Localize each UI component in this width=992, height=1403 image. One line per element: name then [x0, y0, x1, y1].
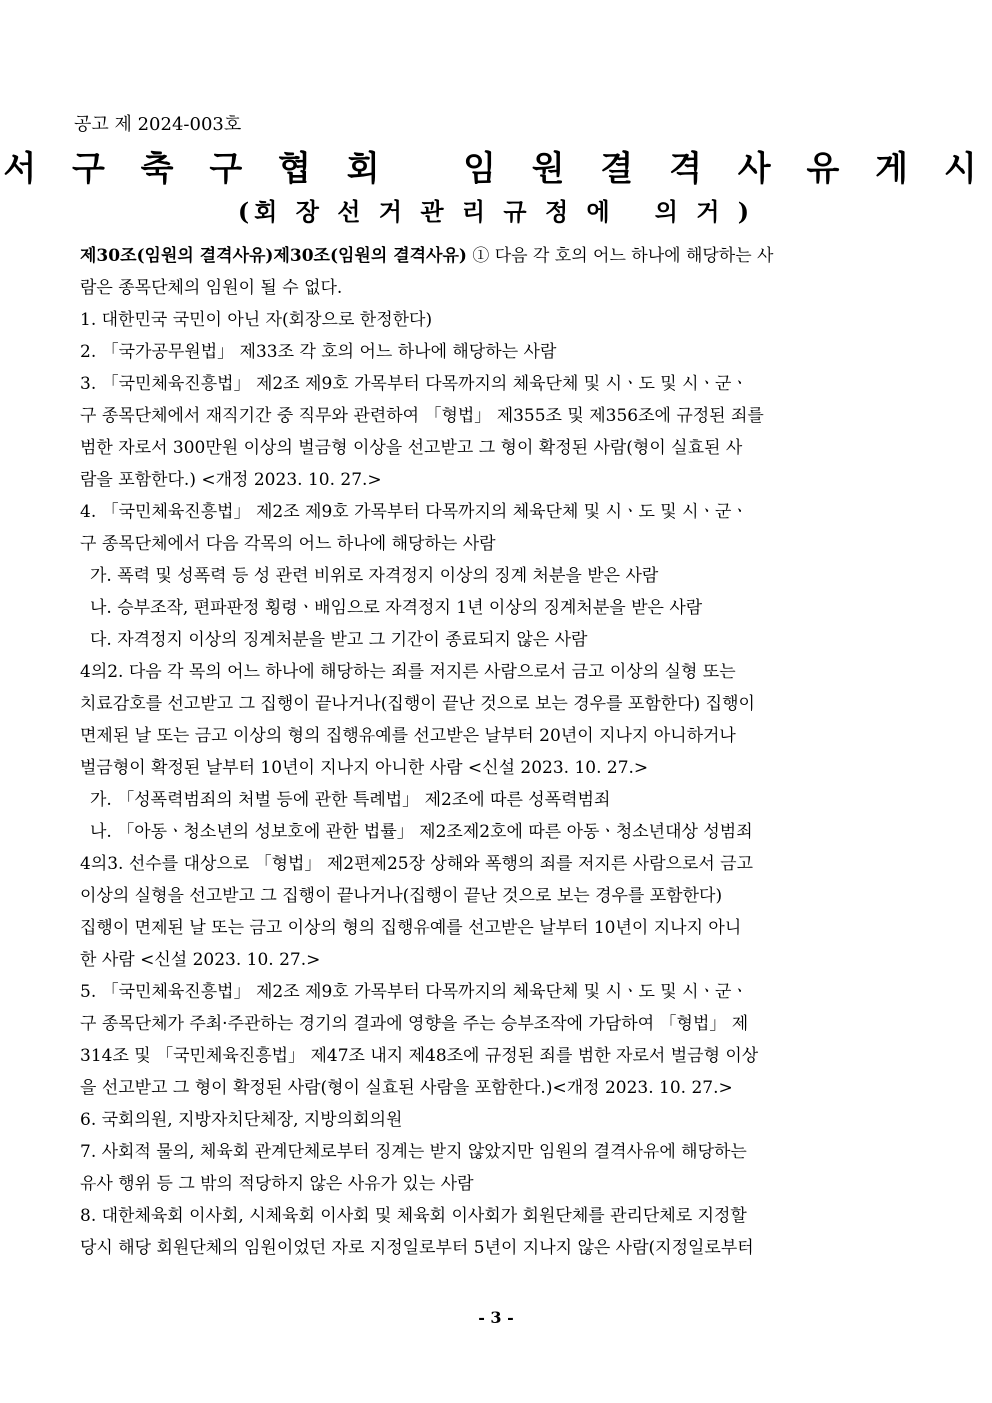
sub-item-line: 가. 폭력 및 성폭력 등 성 관련 비위로 자격정지 이상의 징계 처분을 받은 사람: [90, 566, 659, 586]
body-line: 2. 「국가공무원법」 제33조 각 호의 어느 하나에 해당하는 사람: [80, 342, 557, 362]
document-title: 서 구 축 구 협 회 임 원 결 격 사 유 게 시: [3, 149, 989, 189]
body-line: 7. 사회적 물의, 체육회 관계단체로부터 징계는 받지 않았지만 임원의 결격사유에 해당하는: [80, 1142, 747, 1162]
body-line: 구 종목단체에서 다음 각목의 어느 하나에 해당하는 사람: [80, 534, 496, 554]
sub-item-line: 가. 「성폭력범죄의 처벌 등에 관한 특례법」 제2조에 따른 성폭력범죄: [90, 790, 611, 810]
body-line: 8. 대한체육회 이사회, 시체육회 이사회 및 체육회 이사회가 회원단체를 관리단체로 지정할: [80, 1206, 747, 1226]
body-line: 4. 「국민체육진흥법」 제2조 제9호 가목부터 다목까지의 체육단체 및 시ㆍ도 및 시ㆍ군ㆍ: [80, 502, 748, 522]
body-line: 구 종목단체가 주최·주관하는 경기의 결과에 영향을 주는 승부조작에 가담하여 「형법」 제: [80, 1014, 749, 1034]
article-line: [80, 240, 920, 272]
body-line: 3. 「국민체육진흥법」 제2조 제9호 가목부터 다목까지의 체육단체 및 시ㆍ도 및 시ㆍ군ㆍ: [80, 374, 748, 394]
body-line: 1. 대한민국 국민이 아닌 자(회장으로 한정한다): [80, 310, 433, 330]
sub-item-line: 나. 「아동ㆍ청소년의 성보호에 관한 법률」 제2조제2호에 따른 아동ㆍ청소년대상 성범죄: [90, 822, 753, 842]
body-line: 6. 국회의원, 지방자치단체장, 지방의회의원: [80, 1110, 403, 1130]
page-number: - 3 -: [478, 1308, 514, 1327]
body-line: 이상의 실형을 선고받고 그 집행이 끝나거나(집행이 끝난 것으로 보는 경우를 포함한다): [80, 886, 723, 906]
body-line: 을 선고받고 그 형이 확정된 사람(형이 실효된 사람을 포함한다.)<개정 2023. 10. 27.>: [80, 1078, 733, 1098]
notice-number: 공고 제 2024-003호: [74, 114, 242, 135]
body-line: 람을 포함한다.) <개정 2023. 10. 27.>: [80, 470, 382, 490]
sub-item-line: 나. 승부조작, 편파판정 횡령ㆍ배임으로 자격정지 1년 이상의 징계처분을 받은 사람: [90, 598, 703, 618]
body-line: 5. 「국민체육진흥법」 제2조 제9호 가목부터 다목까지의 체육단체 및 시ㆍ도 및 시ㆍ군ㆍ: [80, 982, 748, 1002]
body-line: 당시 해당 회원단체의 임원이었던 자로 지정일로부터 5년이 지나지 않은 사람(지정일로부터: [80, 1238, 754, 1258]
sub-item-line: 다. 자격정지 이상의 징계처분을 받고 그 기간이 종료되지 않은 사람: [90, 630, 588, 650]
article-heading: 제30조(임원의 결격사유)제30조(임원의 결격사유): [80, 246, 467, 266]
body-line: 범한 자로서 300만원 이상의 벌금형 이상을 선고받고 그 형이 확정된 사람(형이 실효된 사: [80, 438, 743, 458]
body-line: 314조 및 「국민체육진흥법」 제47조 내지 제48조에 규정된 죄를 범한 자로서 벌금형 이상: [80, 1046, 759, 1066]
document-body: [80, 240, 920, 1264]
document-subtitle: (회 장 선 거 관 리 규 정 에 의 거 ): [237, 197, 755, 226]
body-line: 4의3. 선수를 대상으로 「형법」 제2편제25장 상해와 폭행의 죄를 저지른 사람으로서 금고: [80, 854, 754, 874]
body-line: 구 종목단체에서 재직기간 중 직무와 관련하여 「형법」 제355조 및 제356조에 규정된 죄를: [80, 406, 764, 426]
body-line: 집행이 면제된 날 또는 금고 이상의 형의 집행유예를 선고받은 날부터 10년이 지나지 아니: [80, 918, 742, 938]
body-line: 람은 종목단체의 임원이 될 수 없다.: [80, 278, 343, 298]
body-line: 면제된 날 또는 금고 이상의 형의 집행유예를 선고받은 날부터 20년이 지나지 아니하거나: [80, 726, 736, 746]
body-line: 치료감호를 선고받고 그 집행이 끝나거나(집행이 끝난 것으로 보는 경우를 포함한다) 집행이: [80, 694, 755, 714]
body-line: 한 사람 <신설 2023. 10. 27.>: [80, 950, 321, 970]
article-line-text: ① 다음 각 호의 어느 하나에 해당하는 사: [466, 246, 774, 266]
body-line: 유사 행위 등 그 밖의 적당하지 않은 사유가 있는 사람: [80, 1174, 474, 1194]
body-line: 벌금형이 확정된 날부터 10년이 지나지 아니한 사람 <신설 2023. 10. 27.>: [80, 758, 649, 778]
body-line: 4의2. 다음 각 목의 어느 하나에 해당하는 죄를 저지른 사람으로서 금고 이상의 실형 또는: [80, 662, 736, 682]
